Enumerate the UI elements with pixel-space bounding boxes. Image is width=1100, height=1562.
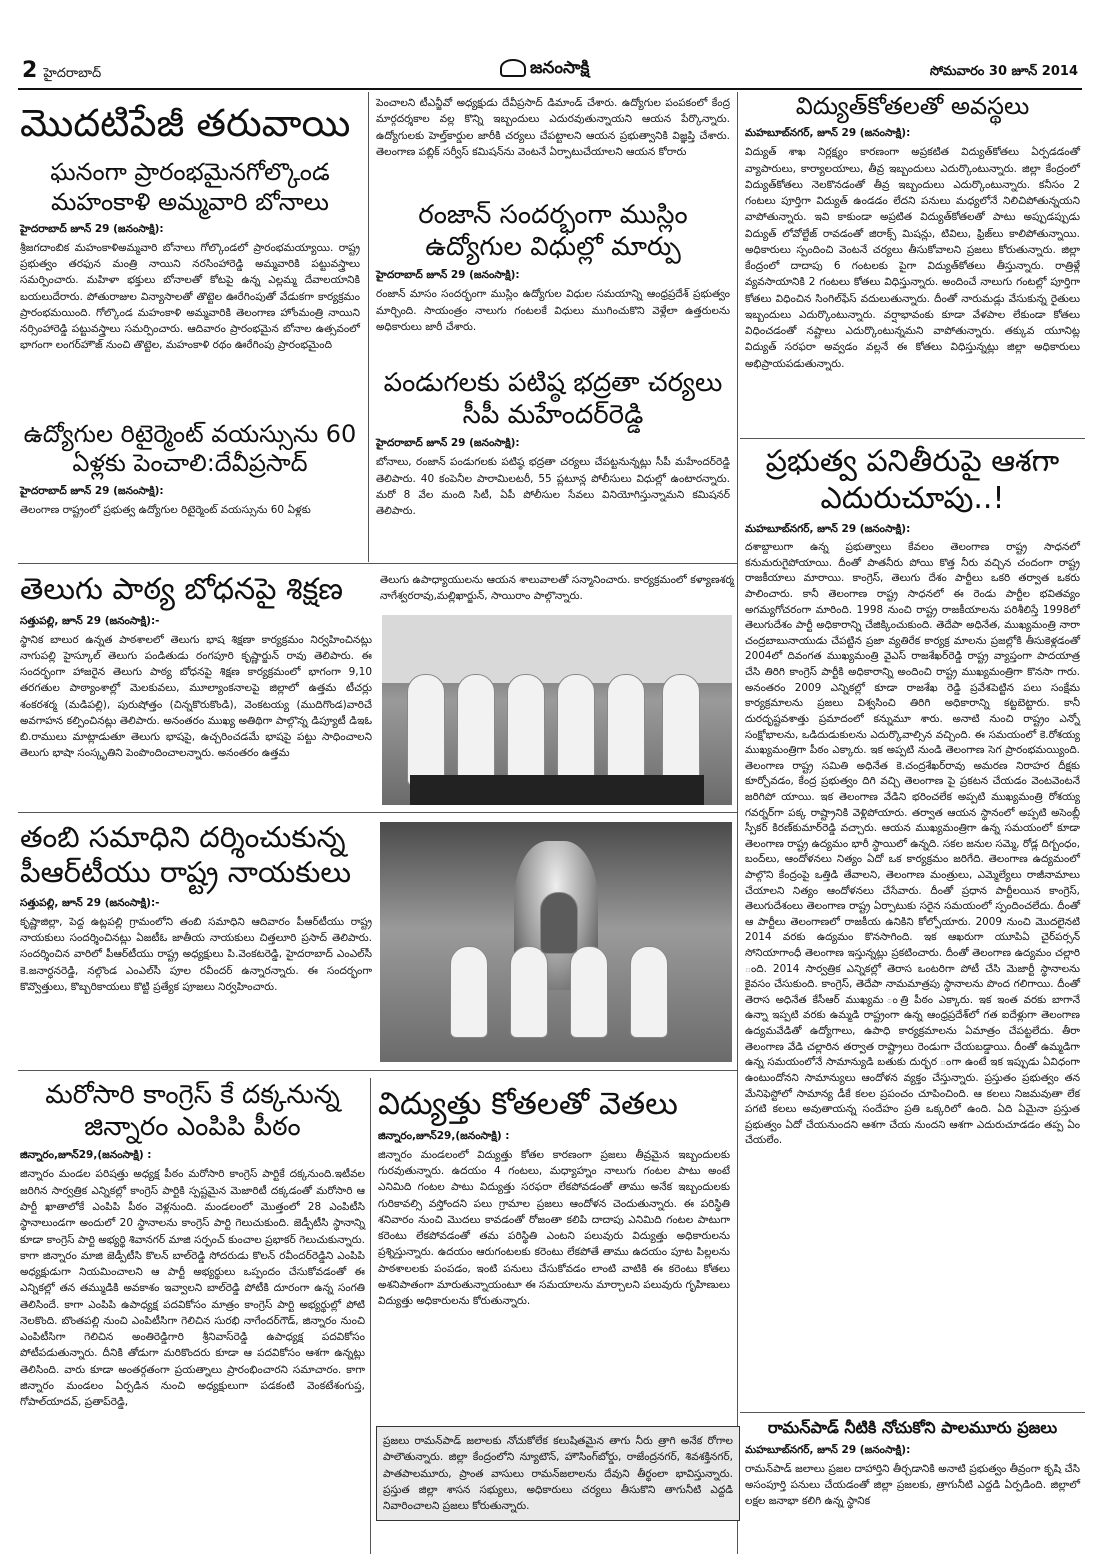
section-divider — [740, 438, 1085, 439]
headline: తంబి సమాధిని దర్శించుకున్న పీఆర్‌టీయు రాష్ట్ర నాయకులు — [20, 820, 351, 890]
article-telugu-training — [20, 572, 372, 762]
headline: విద్యుత్‌కోతలతో అవస్థలు — [795, 92, 1030, 120]
article-body: కృష్ణాజిల్లా, పెద్ద ఉట్లపల్లి గ్రామంలోని తంబి సమాధిని ఆదివారం పీఆర్‌టీయు రాష్ట్ర నాయకులు సందర్శించినట్లు ఏజటీఓ జాతీయ నాయకులు చిత్తలూరి ప్రసాద్ తెలిపారు. సందర్శించిన వారిలో పీఆర్‌టీయు రాష్ట్ర అధ్యక్షులు పి.వెంకటరెడ్డి, హైదరాబాద్ ఎంఎల్‌సీ కె.జనార్ధనరెడ్డి, నల్గొండ ఎంఎల్‌సీ పూల రవీందర్ ఉన్నారన్నారు. ఈ సందర్భంగా కొవ్వొత్తులు, కొబ్బరికాయలు కొట్టి ప్రత్యేక పూజలు నిర్వహించారు. — [20, 915, 372, 993]
dateline: హైదరాబాద్ జూన్ 29 (జనంసాక్షి): — [376, 437, 520, 450]
article-body: తెలంగాణ రాష్ట్రంలో ప్రభుత్వ ఉద్యోగుల రిటైర్మెంట్ వయస్సును 60 ఏళ్లకు — [20, 503, 311, 516]
person-figure — [540, 892, 578, 954]
article-body: బోనాలు, రంజాన్ పండుగలకు పటిష్ఠ భద్రతా చర్యలు చేపట్టనున్నట్లు సీపీ మహేందర్‌రెడ్డి తెలిపారు. 40 కంపెనీల పారామిలటరీ, 55 ప్లటూన్ల పోలీసులు విధుల్లో ఉంటారన్నారు. మరో 8 వేల మంది సిటీ, ఏపీ పోలీసుల సేవలు వినియోగిస్తున్నామని కమిషనర్ తెలిపారు. — [376, 456, 730, 518]
person-figure — [507, 674, 545, 786]
article-prtu-visit — [20, 820, 372, 995]
article-govt-expectations — [745, 444, 1080, 1149]
dateline: హైదరాబాద్ జూన్ 29 (జనంసాక్షి): — [376, 269, 520, 282]
article-body: రంజాన్ మాసం సందర్భంగా ముస్లిం ఉద్యోగుల విధుల సమయాన్ని ఆంధ్రప్రదేశ్ ప్రభుత్వం మార్చింది. సాయంత్రం నాలుగు గంటలకే విధులు ముగించుకొని వెళ్లేలా ఉత్తరులను అధికారులు జారీ చేశారు. — [376, 288, 730, 333]
dateline: మహబూబ్‌నగర్, జూన్ 29 (జనంసాక్షి): — [745, 523, 911, 536]
article-festival-security — [376, 368, 730, 520]
dateline: జిన్నారం,జూన్29,(జనంసాక్షి) : — [378, 1129, 510, 1142]
person-figure — [407, 674, 445, 786]
article-body: దశాబ్దాలుగా ఉన్న ప్రభుత్వాలు కేవలం తెలంగాణ రాష్ట్ర సాధనలో కనుమరుగైపోయాయి. దీంతో పాతనీరు పోయి కొత్త నీరు వచ్చిన చందంగా రాష్ట్ర రాజకీయాలు మారాయి. కాంగ్రెస్, తెలుగు దేశం పార్టీలు ఒకరి తర్వాత ఒకరు పాలించారు. కానీ తెలంగాణ రాష్ట్ర సాధనలో ఈ రెండు పార్టీల భవితవ్యం అగమ్యగోచరంగా మారింది. 1998 నుంచి రాష్ట్ర రాజకీయాలను పరిశీలిస్తే 1998లో తెలుగుదేశం పార్టీ అధికారాన్ని చేజిక్కించుకుంది. తెదేపా అధినేత, ముఖ్యమంత్రి నారా చంద్రబాబునాయుడు చేపట్టిన ప్రజా వ్యతిరేక కార్యక్ర మాలను ప్రజల్లోకి తీసుకెళ్లడంతో 2004లో దివంగత ముఖ్యమంత్రి వైఎస్ రాజశేఖర్‌రెడ్డి రాష్ట్ర వ్యాప్తంగా పాదయాత్ర చేసి తిరిగి కాంగ్రెస్ పార్టీకి అధికారాన్ని అందించి రాష్ట్ర ముఖ్యమంత్రిగా కొనసా గారు. అనంతరం 2009 ఎన్నికల్లో కూడా రాజశేఖ రెడ్డి ప్రవేశపెట్టిన పలు సంక్షేమ కార్యక్రమాలను ప్రజలు విశ్వసించి తిరిగి అధికారాన్ని కట్టబెట్టారు. కానీ దురదృష్టవశాత్తు ప్రమాదంలో కన్నుమూ శారు. అనాటి నుంచి రాష్ట్రం ఎన్నో సంక్షోభాలను, ఒడిదుడుకులను ఎదుర్కొవాల్సిన వచ్చింది. ఈ సమయంలో కె.రోశయ్య ముఖ్యమంత్రిగా పీఠం ఎక్కారు. ఇక అప్పటి నుండి తెలంగాణ సెగ ప్రారంభమయ్యింది. తెలంగాణ రాష్ట్ర సమితి అధినేత కె.చంద్రశేఖర్‌రావు అమరణ నిరాహర దీక్షకు కూర్చోవడం, కేంద్ర ప్రభుత్వం దిగి వచ్చి తెలంగాణ పై ప్రకటన చేయడం వెంటవెంటనే జరిగిపో యాయి. ఇక తెలంగాణ వేడిని భరించలేక అప్పటి ముఖ్యమంత్రి రోశయ్య గవర్నర్‌గా పక్క రాష్ట్రానికి వెళ్లిపోయారు. తర్వాత ఆయన స్థానంలో అప్పటి అసెంబ్లీ స్పీకర్ కిరణ్‌కుమార్‌రెడ్డి వచ్చారు. ఆయన ముఖ్యమంత్రిగా ఉన్న సమయంలో కూడా తెలంగాణ రాష్ట్ర ఉద్యమం భారీ స్థాయిలో ఉన్నది. సకల జనుల సమ్మె, రోడ్ల దిగ్బంధం, బంద్‌లు, ఆందోళనలు నిత్యం ఏదో ఒక కార్యక్రమం జరిగేది. తెలంగాణ ఉద్యమంలో పాల్గొని కేంద్రంపై ఒత్తిడి తేవాలని, తెలంగాణ మంత్రులు, ఎమ్మెల్యేలు రాజీనామాలు చేయాలని నిత్యం ఆందోళనలు చేసేవారు. దీంతో ప్రధాన పార్టీలయిన కాంగ్రెస్, తెలుగుదేశంలు తెలంగాణ రాష్ట్ర ఏర్పాటుకు సరైన సమయంలో స్పందించలేదు. దీంతో ఆ పార్టీలు తెలంగాణలో రాజకీయ ఉనికిని కోల్పోయారు. 2009 నుంచి మొదలైనటి 2014 వరకు ఉద్యమం కొనసాగింది. ఇక ఆఖరుగా యూపిఏ చైర్‌పర్సన్ సోనియాగాంధీ తెలంగాణ ఇస్తున్నట్లు ప్రకటించారు. దీంతో తెలంగాణ ఉద్యమం చల్లారి ంది. 2014 సార్వత్రిక ఎన్నికల్లో తెరాస ఒంటరిగా పోటీ చేసి మెజార్టీ స్థానాలను కైవసం చేసుకుంది. కాంగ్రెస్, తెదేపా నామమాత్రపు స్థానాలను పొంద గలిగాయి. దీంతో తెరాస అధినేత కేసీఆర్ ముఖ్యమ ంత్రి పీఠం ఎక్కారు. ఇక ఇంత వరకు బాగానే ఉన్నా ఇప్పటి వరకు ఉమ్మడి రాష్ట్రంగా ఉన్న ఆంధ్రప్రదేశ్‌లో గత ఐదేళ్లుగా తెలంగాణ ఉద్యమవేడితో ఉద్యోగాలు, ఉపాధి కార్యక్రమాలను ఏమాత్రం చేపట్టలేదు. తీరా తెలంగాణ వేడి చల్లారిన తర్వాత రాష్ట్రాలు రెండుగా చేయబడ్డాయి. దీంతో ఉమ్మడిగా ఉన్న సమయంలోనే సామాన్యుడి బతుకు దుర్భర ంగా ఉంటే ఇక ఇప్పుడు ఏవిధంగా ఉంటుందోనని సామాన్యులు ఆందోళన వ్యక్తం చేస్తున్నారు. ప్రస్తుతం ప్రభుత్వం తన మేనిఫెస్టోలో సామాన్య డీకే కలల ప్రపంచం చూపించింది. ఆ కలలు నిజమవుతా లేక పగటి కలలు అవుతాయన్న సందేహం ప్రతి ఒక్కరిలో ఉంది. ఏది ఏమైనా ప్రస్తుత ప్రభుత్వం ఏదో చేయనుందని ఆశగా చేయ నుందని ఆశగా ఎదురుచూడడం తప్ప ఏం చేయలేం. — [745, 541, 1080, 1147]
article-retirement-continued — [376, 95, 730, 160]
person-figure — [510, 946, 548, 1038]
dateline: సత్తుపల్లి, జూన్ 29 (జనంసాక్షి):- — [20, 896, 160, 909]
article-body: విద్యుత్ శాఖ నిర్లక్ష్యం కారణంగా అప్రకటిత విద్యుత్‌కోతలు ఏర్పడడంతో వ్యాపారులు, కార్యాలయాలు, తీవ్ర ఇబ్బందులు ఎదుర్కొంటున్నారు. జిల్లా కేంద్రంలో విద్యుత్‌కోతలు నెలకొనడంతో తీవ్ర ఇబ్బందులు ఎదుర్కొంటున్నారు. కనీసం 2 గంటలు పూర్తిగా విద్యుత్ ఉండడం లేదని పనులు మధ్యలోనే నిలిచిపోతున్నయని వాపోతున్నారు. ఇవి కాకుండా అప్రటిత విద్యుత్‌కోతలతో పాటు అప్పుడప్పుడు విద్యుత్ లోవోల్టేజ్ రావడంతో జిరాక్స్ మిషన్లు, టివిలు, ఫ్రిజ్‌లు కాలిపోతున్నాయి. అధికారులు స్పందించి వెంటనే చర్యలు తీసుకోవాలని ప్రజలు కోరుతున్నారు. జిల్లా కేంద్రంలో దాదాపు 6 గంటలకు పైగా విద్యుత్‌కోతలు తీస్తున్నారు. రాత్రిళ్లే వ్యవసాయానికి 2 గంటలు కోతలు విధిస్తున్నారు. అందించే నాలుగు గంటల్లో పూర్తిగా కోతలు విధించిన సింగిల్‌ఫేస్ వదులుతున్నారు. దీంతో నారుమడ్లు వేసుకున్న రైతులు ఇబ్బందులు ఎదుర్కొంటున్నారు. వర్షాభావంకు కూడా వేళపాల లేకుండా కోతలు విధించడంతో నష్టాలు ఎదుర్కొంటున్నమని వాపోతున్నారు. తక్కువ యూనిట్ల విద్యుత్ సరఫరా అవ్వడం వల్లనే ఈ కోతలు విధిస్తున్నట్లు జిల్లా అధికారులు అభిప్రాయపడుతున్నారు. — [745, 146, 1080, 370]
article-bonalu — [20, 100, 360, 354]
person-figure — [570, 946, 608, 1038]
section-divider — [18, 1070, 737, 1071]
masthead-rule — [18, 88, 1082, 90]
article-ramanpad-continued — [376, 1426, 740, 1521]
headline: ఘనంగా ప్రారంభమైనగోల్కొండ మహంకాళి అమ్మవారి బోనాలు — [50, 158, 330, 216]
dateline: జిన్నారం,జూన్29,(జనంసాక్షి) : — [20, 1149, 152, 1162]
headline: విద్యుత్తు కోతలతో వెతలు — [378, 1086, 678, 1122]
section-divider — [740, 1412, 1085, 1413]
headline: ప్రభుత్వ పనితీరుపై ఆశగా ఎదురుచూపు..! — [765, 444, 1060, 516]
article-retirement-age — [20, 420, 360, 518]
article-ramzan-timings — [376, 200, 730, 335]
headline: మరోసారి కాంగ్రెస్ కే దక్కనున్న జిన్నారం ఎంపిపి పీఠం — [45, 1080, 340, 1142]
article-power-cuts — [745, 92, 1080, 372]
dateline: హైదరాబాద్ జూన్ 29 (జనంసాక్షి): — [20, 222, 164, 235]
article-body: శ్రీజగదాంబిక మహంకాళిఅమ్మవారి బోనాలు గోల్కొండలో ప్రారంభమయ్యాయి. రాష్ట్ర ప్రభుత్వం తరఫున మంత్రి నాయిని నరసింహారెడ్డి అమ్మవారికి పట్టువస్త్రాలు సమర్పించారు. మహిళా భక్తులు బోనాలతో కోటపై ఉన్న ఎల్లమ్మ దేవాలయానికి బయలుదేరారు. పోతురాజుల విన్యాసాలతో తొట్టెల ఊరేగింపుతో వేడుకగా కార్యక్రమం ప్రారంభమయింది. గోల్కొండ మహంకాళి అమ్మవారికి తెలంగాణ హోంమంత్రి నాయిని నర్సింహారెడ్డి పట్టువస్త్రాలు సమర్పించారు. ఆదివారం ప్రారంభమైన బోనాల ఉత్సవంలో భాగంగా లంగర్‌హౌజ్ నుంచి తొట్టెల, మహంకాళి రథం ఊరేగింపు ప్రారంభమైంది — [20, 241, 360, 352]
edition-label: హైదరాబాద్ — [43, 66, 102, 81]
column-divider — [737, 92, 738, 1554]
section-divider — [18, 812, 737, 813]
article-telugu-training-continued — [380, 572, 734, 605]
article-body: రామన్‌పాడ్ జలాలు ప్రజల దాహార్తిని తీర్చడానికి అనాటి ప్రభుత్వం తీవ్రంగా కృషి చేసి అసంపూర్తి పనులు చేయడంతో జిల్లా ప్రజలకు, త్రాగునీటి ఎద్దడి ఏర్పడింది. జిల్లాలో లక్షల జనాభా కలిగి ఉన్న స్థానిక — [745, 1462, 1080, 1508]
article-body: జిన్నారం మండలంలో విద్యుత్తు కోతల కారణంగా ప్రజలు తీవ్రమైన ఇబ్బందులకు గురవుతున్నారు. ఉదయం 4 గంటలు, మధ్యాహ్నం నాలుగు గంటల పాటు అంటే ఎనిమిది గంటల పాటు విద్యుత్తు సరఫరా లేకపోవడంతో తాము అనేక ఇబ్బందులకు గురికావల్సి వస్తోందని పలు గ్రామాల ప్రజలు ఆందోళన చెందుతున్నారు. ఈ పరిస్థితి శనివారం నుంచి మొదలు కావడంతో రోజంతా కలిపి దాదాపు ఎనిమిది గంటల పాటుగా కరెంటు లేకపోవడంతో తమ పరిస్థితి ఎంటని పలువురు విద్యుత్తు అధికారులను ప్రశ్నిస్తున్నారు. ఉదయం ఆరుగంటలకు కరెంటు లేకపోతే తాము ఉదయం పూట పిల్లలను పాఠశాలలకు పంపడం, ఇంటి పనులు చేసుకోవడం లాంటి వాటికి ఈ కరెంటు కోతలు అశనిపాతంగా మారుతున్నాయంటూ ఈ సమయాలను మార్చాలని పలువురు గృహిణులు విద్యుత్తు అధికారులను కోరుతున్నారు. — [378, 1148, 730, 1308]
column-divider — [368, 92, 369, 562]
article-ramanpad-water — [745, 1418, 1080, 1509]
column-divider — [370, 1078, 371, 1554]
article-body: ప్రజలు రామన్‌పాడ్ జలాలకు నోచుకోలేక కలుషితమైన తాగు నీరు త్రాగి అనేక రోగాల పాలౌతున్నారు. జిల్లా కేంద్రంలోని న్యూటౌన్, హౌసింగ్‌బోర్డు, రాజేంద్రనగర్, శివశక్తినగర్, పాతపాలమూరు, ప్రాంత వాసులు రామన్‌జలాలను దేవుని తీర్థంలా భావిస్తున్నారు. ప్రస్తుత జిల్లా శాసన సభ్యులు, అధికారులు చర్యలు తీసుకొని తాగునీటి ఎద్దడి నివారించాలని ప్రజలు కోరుతున్నారు. — [383, 1435, 733, 1513]
dateline: సత్తుపల్లి, జూన్ 29 (జనంసాక్షి):- — [20, 614, 160, 627]
issue-date: సోమవారం 30 జూన్ 2014 — [929, 64, 1078, 79]
person-figure — [457, 674, 495, 786]
newspaper-logo: జనంసాక్షి — [500, 58, 589, 82]
section-divider — [18, 563, 737, 564]
person-figure — [557, 674, 595, 786]
person-figure — [450, 946, 488, 1038]
section-title: మొదటిపేజీ తరువాయి — [20, 101, 351, 145]
headline: తెలుగు పాఠ్య బోధనపై శిక్షణ — [20, 572, 343, 607]
person-figure — [662, 674, 700, 786]
dateline: హైదరాబాద్ జూన్ 29 (జనంసాక్షి): — [20, 484, 164, 497]
article-body: తెలుగు ఉపాధ్యాయులను ఆయన శాలువాలతో సన్మానించారు. కార్యక్రమంలో కళ్యాణశర్మ నాగేశ్వరరావు,మల్లిఖార్జున్, సాయిరాం పాల్గొన్నారు. — [380, 574, 734, 603]
headline: రామన్‌పాడ్ నీటికి నోచుకోని పాలమూరు ప్రజలు — [767, 1418, 1058, 1437]
dateline: మహబూబ్‌నగర్, జూన్ 29 (జనంసాక్షి): — [745, 1443, 911, 1456]
person-figure — [630, 946, 668, 1038]
photo-prtu-leaders — [380, 822, 732, 1062]
headline: ఉద్యోగుల రిటైర్మెంట్ వయస్సును 60 ఏళ్లకు పెంచాలి:దేవీప్రసాద్ — [23, 420, 357, 478]
article-power-cuts-jinnaram — [378, 1086, 730, 1309]
dateline: మహబూబ్‌నగర్, జూన్ 29 (జనంసాక్షి): — [745, 127, 911, 140]
headline: రంజాన్ సందర్భంగా ముస్లిం ఉద్యోగుల విధుల్లో మార్పు — [418, 200, 688, 262]
photo-table — [410, 775, 704, 805]
photo-teachers-felicitation — [382, 615, 732, 805]
article-body: జిన్నారం మండల పరిషత్తు అధ్యక్ష పీఠం మరోసారి కాంగ్రెస్ పార్టికే దక్కనుంది.ఇటీవల జరిగిన సార్వత్రిక ఎన్నికల్లో కాంగ్రెస్ పార్టికి స్పష్టమైన మెజారిటీ దక్కడంతో మరోసారి ఆ పార్టీ ఖాతాలోకే ఎంపిపి పీఠం వెళ్లనుంది. మండలంలో మొత్తంలో 28 ఎంపిటీసి స్థానాలుండగా అందులో 20 స్థానాలను కాంగ్రెస్ పార్టి గెలుచుకుంది. జెడ్పీటీసి స్థానాన్ని కూడా కాంగ్రెస్ పార్టి అభ్యర్థి శివానగర్ మాజి సర్పంచ్ కుంచాల ప్రభాకర్ గెలుచుకున్నారు. కాగా జిన్నారం మాజి జెడ్పీటీసి కొలన్ బాల్‌రెడ్డి సోదరుడు కొలన్ రవీందర్‌రెడ్డిని ఎంపిపి అధ్యక్షుడుగా నియమించాలని ఆ పార్టీ అభ్యర్థులు ఒప్పందం చేసుకోవడంతో ఈ ఎన్నికల్లో తన తమ్ముడికి అవకాశం ఇవ్వాలని బాల్‌రెడ్డి పోటీకి దూరంగా ఉన్న సంగతి తెలిసిందే. కాగా ఎంపిపి ఉపాధ్యక్ష పదవికోసం మాత్రం కాంగ్రెస్ పార్టి అభ్యర్థుల్లో పోటి నెలకొంది. బొంతపల్లి నుంచి ఎంపిటీసిగా గెలిచిన సురభి నాగేందర్‌గౌడ్, జిన్నారం నుంచి ఎంపిటీసిగా గెలిచిన అంతిరెడ్డిగారి శ్రీనివాస్‌రెడ్డి ఉపాధ్యక్ష పదవికోసం పోటీపడుతున్నారు. దీనికి తోడుగా మరికొందరు కూడా ఆ పదవికోసం ఆశగా ఉన్నట్లు తెలిసింది. వారు కూడా అంతర్గతంగా ప్రయత్నాలు ప్రారంభించారని సమాచారం. కాగా జిన్నారం మండలం ఏర్పడిన నుంచి అధ్యక్షులుగా పడకంటి వెంకటేశంగుప్త, గోపాల్‌యాదవ్, ప్రతాప్‌రెడ్డి, — [20, 1168, 365, 1409]
article-jinnaram-mpp — [20, 1080, 365, 1410]
article-body: స్థానిక బాలుర ఉన్నత పాఠశాలలో తెలుగు భాష శిక్షణా కార్యక్రమం నిర్వహించినట్లు నాగుపల్లి హైస్కూల్ తెలుగు పండితుడు రంగపూరి కృష్ణార్జున్ రావు తెలిపారు. ఈ సందర్భంగా హాజరైన తెలుగు పాఠ్య బోధనపై శిక్షణ కార్యక్రమంలో భాగంగా 9,10 తరగతుల పాఠ్యాంశాల్లో మెలకువలు, మూల్యాంకనాలపై జిల్లాలో ఉత్తమ టీచర్లు శంకరశర్మ (మడిపల్లి), పురుషోత్తం (చిన్నకొరుకొండి), వెంకటయ్య (ముదిగొండ)వారిచే అవగాహన కల్పించినట్లు తెలిపారు. అనంతరం ముఖ్య అతిథిగా పాల్గొన్న డిప్యూటీ డిఇఓ బి.రాములు మాట్లాడుతూ తెలుగు భాషపై, ఉచ్చరించడమే భాషపై పట్టు సాధించాలని తెలుగు భాషా సంస్కృతిని పెంపొందించాలన్నారు. అనంతరం ఉత్తమ — [20, 633, 372, 760]
masthead — [0, 0, 1100, 88]
page-number: 2 హైదరాబాద్ — [22, 58, 102, 83]
article-body: పెంచాలని టీఎన్జీవో అధ్యక్షుడు దేవీప్రసాద్ డిమాండ్ చేశారు. ఉద్యోగుల పంపకంలో కేంద్ర మార్గదర్శకాల వల్ల కొన్ని ఇబ్బందులు ఎదురవుతున్నాయని ఆయన పేర్కొన్నారు. ఉద్యోగులకు హెల్త్‌కార్డుల జారీకి చర్యలు చేపట్టాలని ఆయన ప్రభుత్వానికి విజ్ఞప్తి చేశారు. తెలంగాణ పబ్లిక్ సర్వీస్ కమిషన్‌ను వెంటనే ఏర్పాటుచేయాలని ఆయన కోరారు — [376, 97, 730, 158]
headline: పండుగలకు పటిష్ఠ భద్రతా చర్యలు సీపీ మహేందర్‌రెడ్డి — [383, 368, 723, 430]
logo-icon — [500, 59, 526, 77]
person-figure — [607, 674, 645, 786]
